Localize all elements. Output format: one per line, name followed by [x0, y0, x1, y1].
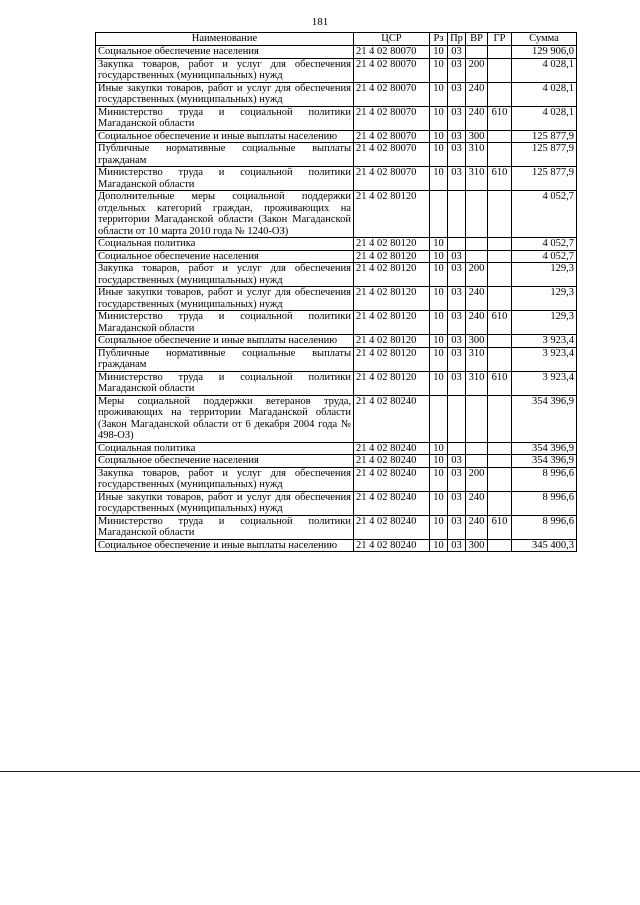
cell-gr: 610 — [488, 371, 512, 395]
table-header-row — [96, 33, 577, 46]
cell-sum: 4 052,7 — [512, 238, 577, 251]
cell-name: Министерство труда и социальной политики Магаданской области — [96, 371, 354, 395]
cell-csr: 21 4 02 80240 — [354, 539, 430, 552]
table-row — [96, 515, 577, 539]
cell-rz — [430, 191, 448, 238]
cell-csr: 21 4 02 80120 — [354, 263, 430, 287]
cell-sum: 354 396,9 — [512, 442, 577, 455]
cell-rz: 10 — [430, 539, 448, 552]
cell-gr: 610 — [488, 311, 512, 335]
cell-rz: 10 — [430, 167, 448, 191]
cell-name: Социальная политика — [96, 238, 354, 251]
cell-sum: 4 052,7 — [512, 250, 577, 263]
cell-rz: 10 — [430, 46, 448, 59]
cell-vr: 310 — [466, 167, 488, 191]
cell-csr: 21 4 02 80070 — [354, 82, 430, 106]
cell-name: Социальное обеспечение и иные выплаты населению — [96, 130, 354, 143]
header-name: Наименование — [96, 33, 354, 46]
cell-sum: 8 996,6 — [512, 515, 577, 539]
cell-sum: 129,3 — [512, 311, 577, 335]
cell-sum: 129,3 — [512, 287, 577, 311]
header-pr: Пр — [448, 33, 466, 46]
cell-sum: 129 906,0 — [512, 46, 577, 59]
cell-pr: 03 — [448, 263, 466, 287]
cell-rz: 10 — [430, 287, 448, 311]
table-row — [96, 167, 577, 191]
cell-vr: 200 — [466, 263, 488, 287]
cell-csr: 21 4 02 80240 — [354, 442, 430, 455]
cell-name: Министерство труда и социальной политики Магаданской области — [96, 515, 354, 539]
cell-rz: 10 — [430, 467, 448, 491]
table-row — [96, 491, 577, 515]
cell-sum: 4 028,1 — [512, 82, 577, 106]
table-row — [96, 263, 577, 287]
table-row — [96, 335, 577, 348]
cell-rz: 10 — [430, 491, 448, 515]
cell-sum: 354 396,9 — [512, 395, 577, 442]
cell-gr — [488, 347, 512, 371]
cell-csr: 21 4 02 80120 — [354, 335, 430, 348]
cell-vr: 300 — [466, 539, 488, 552]
cell-pr: 03 — [448, 167, 466, 191]
cell-pr: 03 — [448, 539, 466, 552]
cell-csr: 21 4 02 80240 — [354, 455, 430, 468]
cell-gr — [488, 130, 512, 143]
cell-sum: 125 877,9 — [512, 167, 577, 191]
cell-vr: 240 — [466, 515, 488, 539]
table-row — [96, 455, 577, 468]
cell-rz: 10 — [430, 311, 448, 335]
cell-vr — [466, 442, 488, 455]
cell-vr: 240 — [466, 82, 488, 106]
cell-pr: 03 — [448, 311, 466, 335]
cell-sum: 129,3 — [512, 263, 577, 287]
cell-gr — [488, 335, 512, 348]
cell-name: Социальное обеспечение населения — [96, 455, 354, 468]
cell-csr: 21 4 02 80240 — [354, 491, 430, 515]
cell-gr — [488, 238, 512, 251]
cell-pr — [448, 238, 466, 251]
cell-vr — [466, 191, 488, 238]
cell-csr: 21 4 02 80120 — [354, 287, 430, 311]
table-row — [96, 442, 577, 455]
cell-rz: 10 — [430, 263, 448, 287]
table-body — [96, 46, 577, 552]
cell-csr: 21 4 02 80070 — [354, 58, 430, 82]
cell-name: Социальное обеспечение населения — [96, 46, 354, 59]
cell-gr — [488, 250, 512, 263]
cell-gr: 610 — [488, 167, 512, 191]
cell-rz: 10 — [430, 82, 448, 106]
cell-gr — [488, 442, 512, 455]
cell-name: Дополнительные меры социальной поддержки отдельных категорий граждан, проживающих на территории Магаданской области (Закон Магаданской области от 10 марта 2010 года № 1240-ОЗ) — [96, 191, 354, 238]
cell-vr: 240 — [466, 106, 488, 130]
header-csr: ЦСР — [354, 33, 430, 46]
cell-rz: 10 — [430, 130, 448, 143]
cell-name: Социальное обеспечение и иные выплаты населению — [96, 335, 354, 348]
cell-name: Министерство труда и социальной политики Магаданской области — [96, 106, 354, 130]
cell-pr: 03 — [448, 491, 466, 515]
cell-name: Социальная политика — [96, 442, 354, 455]
cell-vr: 300 — [466, 335, 488, 348]
page-number: 181 — [311, 16, 329, 28]
cell-pr: 03 — [448, 347, 466, 371]
cell-csr: 21 4 02 80120 — [354, 250, 430, 263]
cell-name: Иные закупки товаров, работ и услуг для обеспечения государственных (муниципальных) нужд — [96, 82, 354, 106]
cell-gr — [488, 143, 512, 167]
cell-sum: 3 923,4 — [512, 371, 577, 395]
cell-csr: 21 4 02 80070 — [354, 143, 430, 167]
cell-pr — [448, 191, 466, 238]
header-rz: Рз — [430, 33, 448, 46]
cell-pr: 03 — [448, 250, 466, 263]
cell-pr: 03 — [448, 143, 466, 167]
cell-pr: 03 — [448, 58, 466, 82]
table-row — [96, 467, 577, 491]
cell-pr: 03 — [448, 287, 466, 311]
cell-vr: 310 — [466, 143, 488, 167]
cell-vr — [466, 250, 488, 263]
cell-gr — [488, 46, 512, 59]
cell-sum: 4 028,1 — [512, 106, 577, 130]
cell-sum: 3 923,4 — [512, 335, 577, 348]
table-row — [96, 539, 577, 552]
cell-vr: 310 — [466, 347, 488, 371]
cell-rz: 10 — [430, 106, 448, 130]
cell-csr: 21 4 02 80070 — [354, 106, 430, 130]
cell-pr: 03 — [448, 130, 466, 143]
cell-pr: 03 — [448, 467, 466, 491]
cell-vr — [466, 395, 488, 442]
cell-sum: 354 396,9 — [512, 455, 577, 468]
table-row — [96, 250, 577, 263]
cell-vr: 310 — [466, 371, 488, 395]
cell-pr: 03 — [448, 455, 466, 468]
bottom-rule — [0, 771, 640, 772]
cell-rz: 10 — [430, 238, 448, 251]
cell-csr: 21 4 02 80070 — [354, 167, 430, 191]
cell-pr — [448, 442, 466, 455]
table-row — [96, 191, 577, 238]
cell-rz: 10 — [430, 335, 448, 348]
cell-pr — [448, 395, 466, 442]
cell-name: Министерство труда и социальной политики Магаданской области — [96, 311, 354, 335]
cell-vr: 240 — [466, 287, 488, 311]
table-row — [96, 82, 577, 106]
header-gr: ГР — [488, 33, 512, 46]
cell-name: Социальное обеспечение населения — [96, 250, 354, 263]
table-row — [96, 58, 577, 82]
cell-name: Закупка товаров, работ и услуг для обеспечения государственных (муниципальных) нужд — [96, 58, 354, 82]
cell-pr: 03 — [448, 106, 466, 130]
cell-gr — [488, 58, 512, 82]
cell-vr: 240 — [466, 311, 488, 335]
cell-gr — [488, 395, 512, 442]
cell-pr: 03 — [448, 335, 466, 348]
table-row — [96, 395, 577, 442]
cell-vr: 240 — [466, 491, 488, 515]
cell-rz: 10 — [430, 250, 448, 263]
cell-sum: 125 877,9 — [512, 130, 577, 143]
cell-sum: 4 052,7 — [512, 191, 577, 238]
cell-rz: 10 — [430, 143, 448, 167]
cell-name: Публичные нормативные социальные выплаты гражданам — [96, 143, 354, 167]
cell-vr — [466, 455, 488, 468]
cell-name: Публичные нормативные социальные выплаты гражданам — [96, 347, 354, 371]
cell-gr — [488, 82, 512, 106]
cell-vr: 200 — [466, 58, 488, 82]
cell-csr: 21 4 02 80240 — [354, 515, 430, 539]
cell-rz: 10 — [430, 515, 448, 539]
cell-csr: 21 4 02 80120 — [354, 191, 430, 238]
cell-csr: 21 4 02 80120 — [354, 238, 430, 251]
cell-gr — [488, 191, 512, 238]
cell-csr: 21 4 02 80120 — [354, 371, 430, 395]
cell-rz: 10 — [430, 455, 448, 468]
cell-name: Социальное обеспечение и иные выплаты населению — [96, 539, 354, 552]
cell-name: Министерство труда и социальной политики Магаданской области — [96, 167, 354, 191]
cell-csr: 21 4 02 80120 — [354, 347, 430, 371]
table-row — [96, 46, 577, 59]
cell-name: Иные закупки товаров, работ и услуг для обеспечения государственных (муниципальных) нужд — [96, 287, 354, 311]
cell-gr — [488, 539, 512, 552]
table-row — [96, 106, 577, 130]
cell-gr — [488, 263, 512, 287]
cell-gr: 610 — [488, 515, 512, 539]
cell-pr: 03 — [448, 371, 466, 395]
cell-rz: 10 — [430, 347, 448, 371]
cell-rz: 10 — [430, 58, 448, 82]
cell-pr: 03 — [448, 515, 466, 539]
table-row — [96, 347, 577, 371]
cell-csr: 21 4 02 80070 — [354, 130, 430, 143]
cell-name: Меры социальной поддержки ветеранов труда, проживающих на территории Магаданской области (Закон Магаданской области от 6 декабря 2004 года № 498-ОЗ) — [96, 395, 354, 442]
header-sum: Сумма — [512, 33, 577, 46]
cell-gr — [488, 491, 512, 515]
cell-sum: 125 877,9 — [512, 143, 577, 167]
cell-vr — [466, 238, 488, 251]
budget-table — [95, 32, 577, 552]
cell-rz: 10 — [430, 371, 448, 395]
cell-pr: 03 — [448, 82, 466, 106]
cell-csr: 21 4 02 80120 — [354, 311, 430, 335]
cell-rz: 10 — [430, 442, 448, 455]
cell-gr — [488, 467, 512, 491]
cell-vr: 300 — [466, 130, 488, 143]
cell-gr — [488, 287, 512, 311]
table-row — [96, 311, 577, 335]
table-row — [96, 238, 577, 251]
cell-rz — [430, 395, 448, 442]
cell-vr: 200 — [466, 467, 488, 491]
cell-sum: 8 996,6 — [512, 467, 577, 491]
table-row — [96, 143, 577, 167]
cell-csr: 21 4 02 80240 — [354, 467, 430, 491]
table-row — [96, 371, 577, 395]
cell-sum: 345 400,3 — [512, 539, 577, 552]
cell-name: Закупка товаров, работ и услуг для обеспечения государственных (муниципальных) нужд — [96, 263, 354, 287]
cell-sum: 4 028,1 — [512, 58, 577, 82]
table-row — [96, 287, 577, 311]
cell-name: Иные закупки товаров, работ и услуг для обеспечения государственных (муниципальных) нужд — [96, 491, 354, 515]
table-row — [96, 130, 577, 143]
cell-csr: 21 4 02 80070 — [354, 46, 430, 59]
cell-pr: 03 — [448, 46, 466, 59]
cell-sum: 8 996,6 — [512, 491, 577, 515]
cell-name: Закупка товаров, работ и услуг для обеспечения государственных (муниципальных) нужд — [96, 467, 354, 491]
cell-csr: 21 4 02 80240 — [354, 395, 430, 442]
cell-gr — [488, 455, 512, 468]
header-vr: ВР — [466, 33, 488, 46]
cell-sum: 3 923,4 — [512, 347, 577, 371]
cell-gr: 610 — [488, 106, 512, 130]
cell-vr — [466, 46, 488, 59]
